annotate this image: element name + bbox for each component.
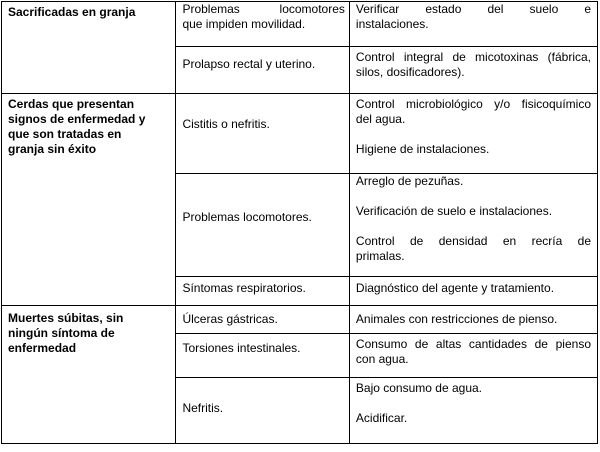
- problem-cell: [176, 277, 349, 306]
- measure-cell: [349, 334, 597, 378]
- problem-cell: [176, 334, 349, 378]
- measure-line: con agua.: [355, 352, 409, 366]
- measure-line: Acidificar.: [355, 411, 408, 425]
- table-row: [2, 306, 598, 334]
- problem-cell: [176, 47, 349, 94]
- measure-cell: [349, 94, 597, 174]
- table-row: [2, 94, 598, 174]
- measure-line: Diagnóstico del agente y tratamiento.: [355, 281, 555, 295]
- category-line: enfermedad: [8, 341, 77, 355]
- category-text: Sacrificadas en granja: [8, 5, 136, 19]
- category-line: Cerdas que presentan: [8, 97, 135, 111]
- category-line: que son tratadas en: [8, 127, 122, 141]
- measure-line: Higiene de instalaciones.: [355, 142, 490, 156]
- measure-line: Control de densidad en recría de: [355, 234, 591, 248]
- measure-line: primalas.: [355, 249, 405, 263]
- problem-line: Síntomas respiratorios.: [182, 281, 306, 295]
- problem-line: Nefritis.: [182, 401, 224, 415]
- problem-line: Prolapso rectal y uterino.: [182, 57, 316, 71]
- problem-line: Problemas locomotores.: [182, 210, 312, 224]
- measure-line: Consumo de altas cantidades de pienso: [355, 337, 591, 351]
- measure-line: Animales con restricciones de pienso.: [355, 312, 558, 326]
- problem-cell: [176, 94, 349, 174]
- category-cell: [2, 94, 176, 306]
- measure-cell: [349, 174, 597, 277]
- measure-cell: [349, 47, 597, 94]
- problem-line: Úlceras gástricas.: [182, 312, 278, 326]
- causes-table: [1, 1, 598, 444]
- measure-cell: [349, 277, 597, 306]
- measure-line: silos, dosificadores).: [355, 65, 465, 79]
- measure-line: del agua.: [355, 112, 406, 126]
- problem-line: Cistitis o nefritis.: [182, 117, 270, 131]
- measure-line: Control integral de micotoxinas (fábrica,: [355, 50, 591, 64]
- measure-line: Verificar estado del suelo e: [355, 2, 591, 16]
- measure-line: instalaciones.: [355, 17, 429, 31]
- problem-cell: [176, 306, 349, 334]
- problem-cell: [176, 174, 349, 277]
- category-line: ningún síntoma de: [8, 326, 115, 340]
- problem-cell: [176, 378, 349, 444]
- measure-cell: [349, 2, 597, 47]
- measure-cell: [349, 378, 597, 444]
- category-line: granja sin éxito: [8, 142, 97, 156]
- problem-cell: [176, 2, 349, 47]
- measure-line: Arreglo de pezuñas.: [355, 174, 464, 188]
- problem-line: que impiden movilidad.: [182, 17, 306, 31]
- problem-line: Torsiones intestinales.: [182, 341, 301, 355]
- problem-line: Problemas locomotores: [182, 2, 345, 16]
- category-cell: [2, 2, 176, 94]
- category-line: Muertes súbitas, sin: [8, 311, 124, 325]
- measure-cell: [349, 306, 597, 334]
- measure-line: Control microbiológico y/o fisicoquímico: [355, 97, 591, 111]
- category-line: signos de enfermedad y: [8, 112, 146, 126]
- table-row: [2, 2, 598, 47]
- category-cell: [2, 306, 176, 444]
- measure-line: Bajo consumo de agua.: [355, 381, 482, 395]
- measure-line: Verificación de suelo e instalaciones.: [355, 204, 553, 218]
